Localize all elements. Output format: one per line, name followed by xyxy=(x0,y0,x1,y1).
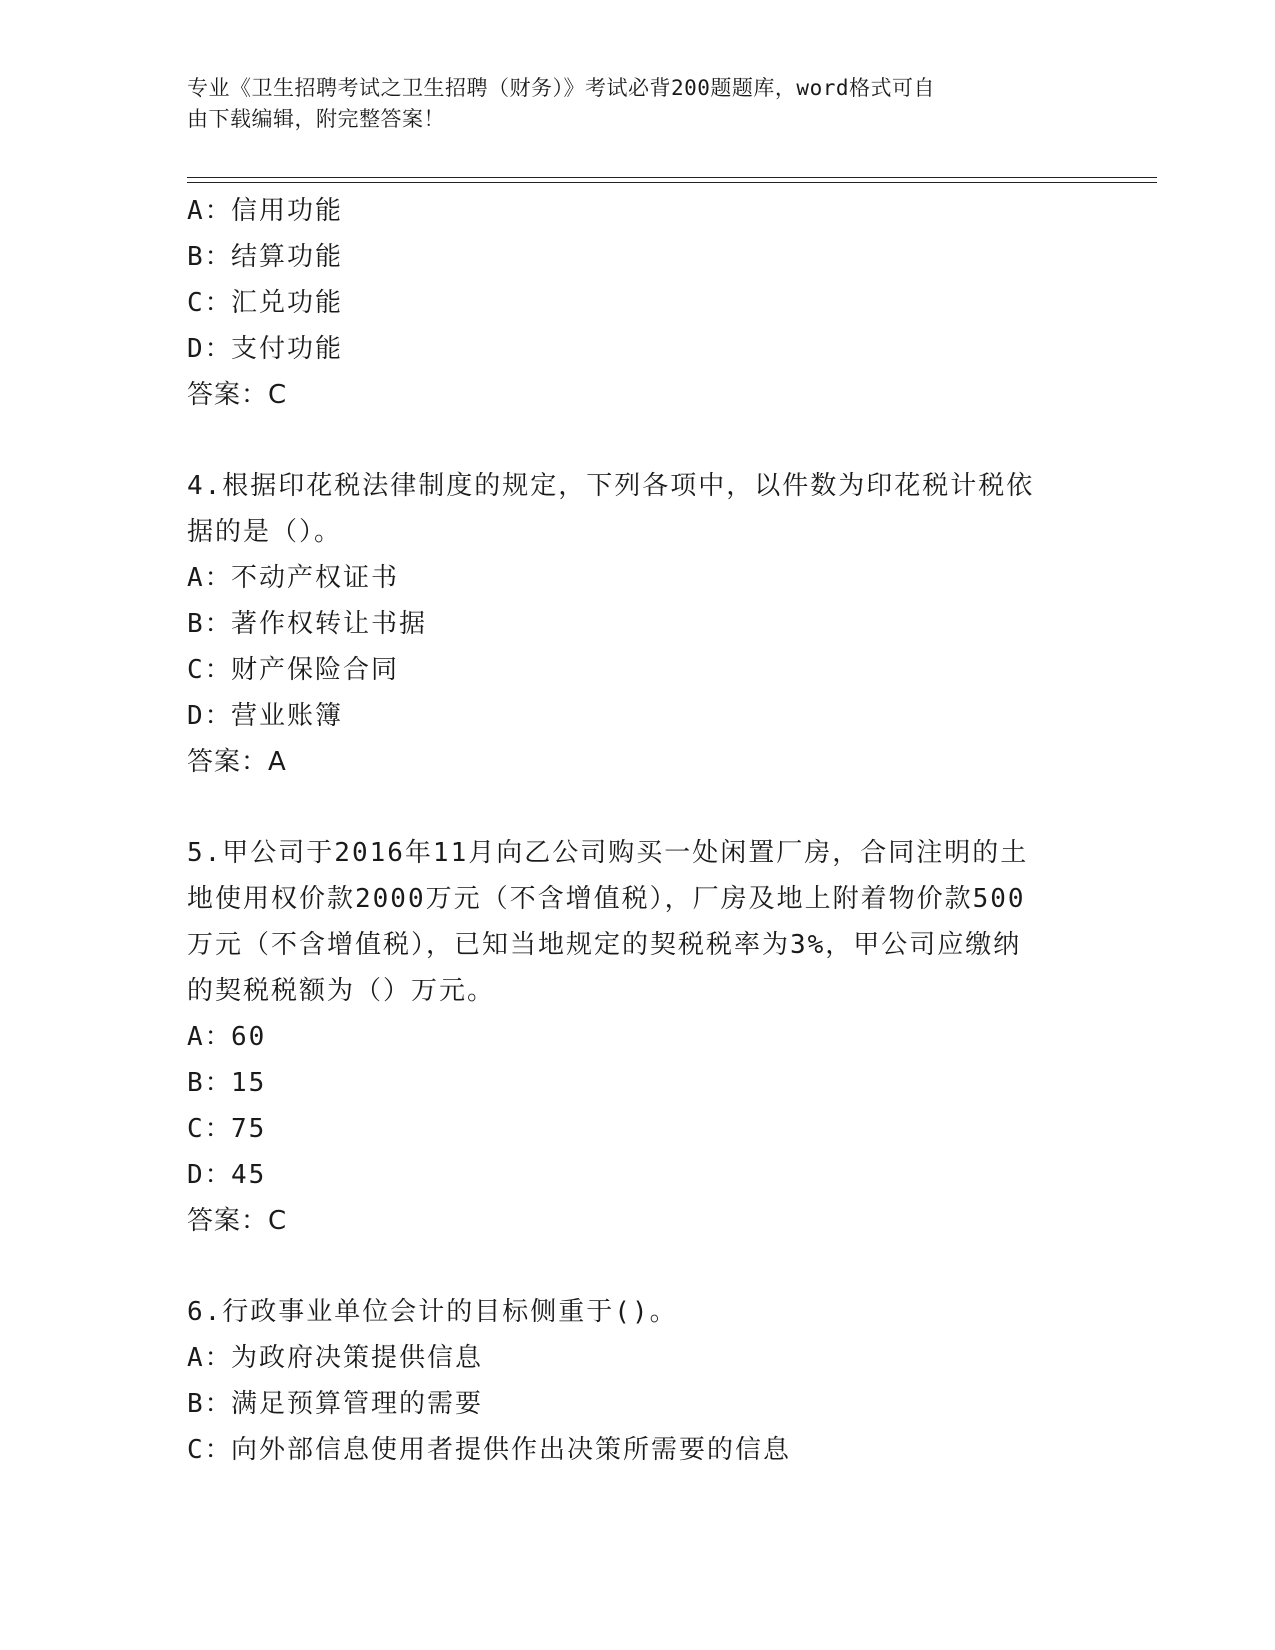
header-divider xyxy=(187,177,1157,178)
option-letter: C： xyxy=(187,1435,233,1465)
option-item xyxy=(187,1014,1087,1060)
option-item xyxy=(187,280,1087,326)
question-text: 的契税税额为（）万元。 xyxy=(187,976,496,1006)
option-item xyxy=(187,1152,1087,1198)
question-block-5 xyxy=(187,830,1087,1244)
option-text: 向外部信息使用者提供作出决策所需要的信息 xyxy=(231,1435,792,1465)
answer-line: 答案：C xyxy=(187,380,288,410)
option-letter: C： xyxy=(187,288,233,318)
option-letter: B： xyxy=(187,609,233,639)
option-text: 著作权转让书据 xyxy=(231,609,428,639)
option-letter: C： xyxy=(187,655,233,685)
spacer xyxy=(187,1244,1087,1289)
question-text: 4.根据印花税法律制度的规定，下列各项中，以件数为印花税计税依 xyxy=(187,471,1035,501)
option-letter: A： xyxy=(187,1343,233,1373)
option-item xyxy=(187,234,1087,280)
answer-line: 答案：A xyxy=(187,747,287,777)
option-text: 60 xyxy=(231,1022,267,1052)
option-text: 45 xyxy=(231,1160,267,1190)
option-text: 不动产权证书 xyxy=(231,563,400,593)
option-text: 汇兑功能 xyxy=(231,288,344,318)
option-item xyxy=(187,326,1087,372)
option-item xyxy=(187,601,1087,647)
question-text: 据的是（）。 xyxy=(187,517,343,547)
option-letter: A： xyxy=(187,196,233,226)
option-letter: A： xyxy=(187,1022,233,1052)
option-item xyxy=(187,188,1087,234)
option-letter: D： xyxy=(187,334,233,364)
option-item xyxy=(187,1427,1087,1473)
question-block-4 xyxy=(187,463,1087,785)
option-item xyxy=(187,1381,1087,1427)
option-item xyxy=(187,693,1087,739)
option-text: 结算功能 xyxy=(231,242,344,272)
option-item xyxy=(187,1060,1087,1106)
option-text: 满足预算管理的需要 xyxy=(231,1389,484,1419)
option-text: 75 xyxy=(231,1114,267,1144)
option-item xyxy=(187,1335,1087,1381)
answer-line: 答案：C xyxy=(187,1206,288,1236)
option-item xyxy=(187,647,1087,693)
option-item xyxy=(187,1106,1087,1152)
option-text: 为政府决策提供信息 xyxy=(231,1343,484,1373)
option-letter: B： xyxy=(187,242,233,272)
option-text: 支付功能 xyxy=(231,334,344,364)
option-letter: D： xyxy=(187,1160,233,1190)
option-text: 财产保险合同 xyxy=(231,655,400,685)
spacer xyxy=(187,785,1087,830)
question-block-6 xyxy=(187,1289,1087,1473)
option-text: 营业账簿 xyxy=(231,701,344,731)
question-text: 5.甲公司于2016年11月向乙公司购买一处闲置厂房，合同注明的土 xyxy=(187,838,1029,868)
option-text: 信用功能 xyxy=(231,196,344,226)
option-text: 15 xyxy=(231,1068,267,1098)
question-list xyxy=(187,188,1087,1473)
spacer xyxy=(187,418,1087,463)
document-header xyxy=(187,73,1067,135)
question-text: 万元（不含增值税），已知当地规定的契税税率为3%，甲公司应缴纳 xyxy=(187,930,1022,960)
question-text: 6.行政事业单位会计的目标侧重于()。 xyxy=(187,1297,678,1327)
option-letter: B： xyxy=(187,1389,233,1419)
option-letter: D： xyxy=(187,701,233,731)
header-line: 由下载编辑，附完整答案！ xyxy=(187,107,445,131)
header-divider xyxy=(187,182,1157,183)
question-text: 地使用权价款2000万元（不含增值税），厂房及地上附着物价款500 xyxy=(187,884,1026,914)
question-block-prev xyxy=(187,188,1087,418)
option-letter: A： xyxy=(187,563,233,593)
option-letter: C： xyxy=(187,1114,233,1144)
option-item xyxy=(187,555,1087,601)
header-line: 专业《卫生招聘考试之卫生招聘（财务）》考试必背200题题库，word格式可自 xyxy=(187,76,935,100)
option-letter: B： xyxy=(187,1068,233,1098)
